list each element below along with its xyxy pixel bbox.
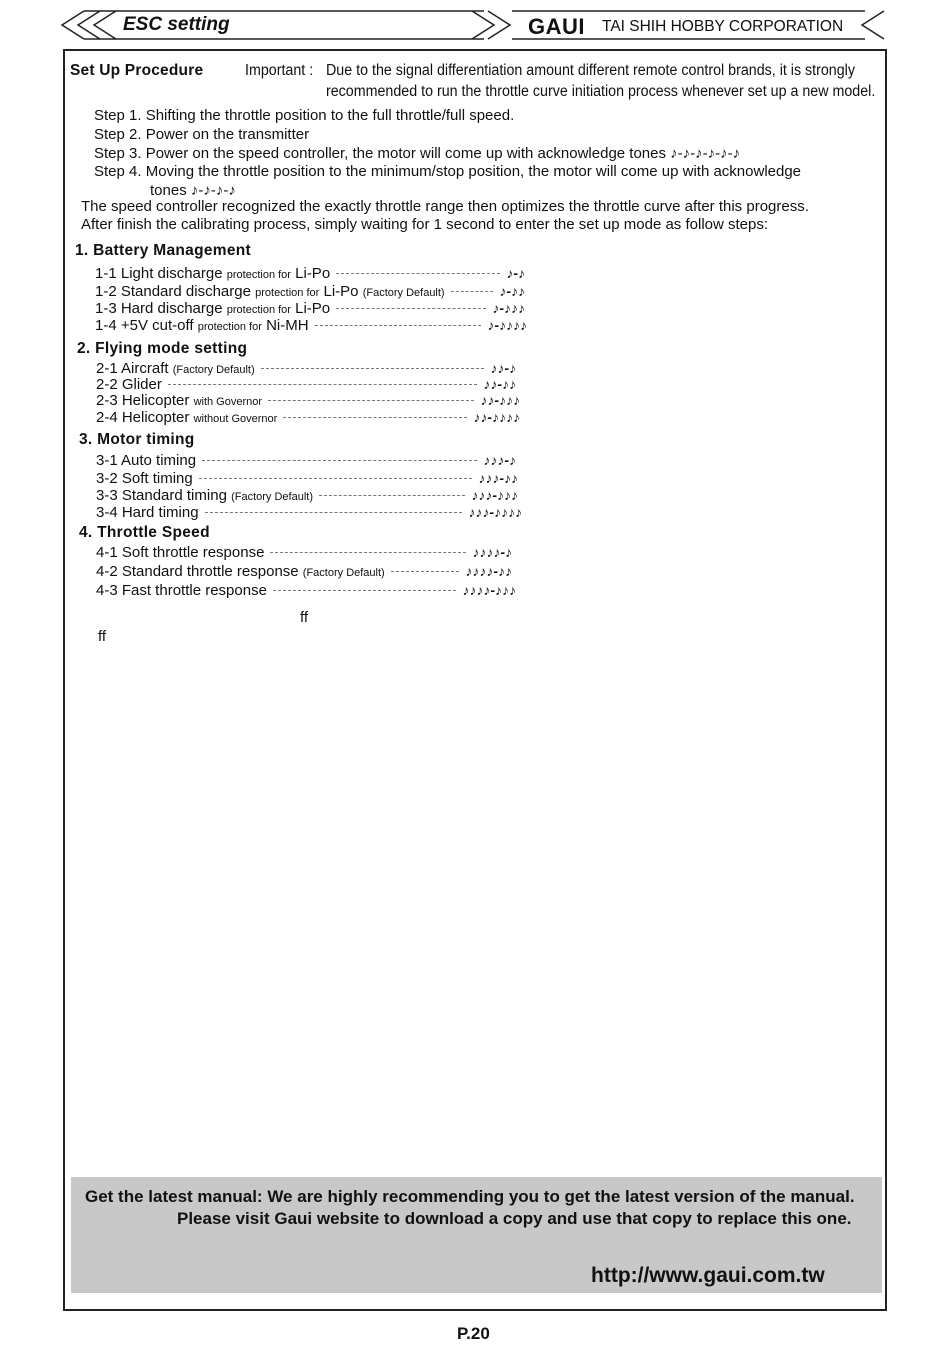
item-extra: Ni-MH (266, 317, 309, 334)
footer-line-2: Please visit Gaui website to download a copy and use that copy to replace this one. (177, 1209, 852, 1228)
tone-sequence: ♪♪♪♪-♪ (472, 544, 512, 560)
list-item (96, 582, 516, 599)
item-note: protection for (255, 287, 320, 299)
section-heading-flying-mode: 2. Flying mode setting (77, 340, 248, 357)
leader-dashes (273, 589, 456, 591)
item-label: 1-2 Standard discharge (95, 283, 251, 300)
item-extra: Li-Po (295, 265, 331, 282)
item-note: (Factory Default) (172, 364, 255, 376)
tone-sequence: ♪♪-♪ (490, 360, 516, 376)
list-item (96, 452, 516, 469)
list-item (96, 409, 520, 426)
tone-sequence: ♪♪-♪♪ (483, 376, 516, 392)
tone-sequence: ♪♪-♪♪♪♪ (473, 409, 520, 425)
header-title: ESC setting (123, 14, 230, 35)
tone-sequence: ♪♪♪-♪ (483, 452, 516, 468)
section-heading-throttle-speed: 4. Throttle Speed (79, 524, 210, 541)
list-item (96, 360, 516, 377)
header-brand: GAUI (528, 14, 585, 39)
item-label: 1-1 Light discharge (95, 265, 223, 282)
tone-sequence: ♪♪♪♪-♪♪♪ (462, 582, 516, 598)
tone-sequence: ♪-♪♪♪♪ (487, 317, 527, 333)
item-note: with Governor (193, 396, 263, 408)
item-label: 3-2 Soft timing (96, 470, 193, 487)
step-3: Step 3. Power on the speed controller, the motor will come up with acknowledge tones ♪-♪-♪-♪-♪-♪ (94, 145, 741, 162)
item-label: 2-3 Helicopter (96, 392, 190, 409)
important-line-1: Due to the signal differentiation amount different remote control brands, it is strongly (326, 62, 855, 79)
leader-dashes (270, 551, 466, 553)
list-item (96, 487, 518, 504)
list-item (96, 504, 522, 521)
leader-dashes (268, 399, 474, 401)
note-line-1: The speed controller recognized the exactly throttle range then optimizes the throttle curve after this progress. (81, 198, 809, 215)
item-label: 2-1 Aircraft (96, 360, 169, 377)
page-number: P.20 (457, 1324, 490, 1343)
list-item (95, 283, 525, 300)
list-item (95, 265, 525, 282)
item-extra: Li-Po (295, 300, 331, 317)
website-link[interactable]: http://www.gaui.com.tw (591, 1264, 825, 1287)
item-label: 4-1 Soft throttle response (96, 544, 265, 561)
item-label: 1-3 Hard discharge (95, 300, 223, 317)
leader-dashes (336, 272, 500, 274)
leader-dashes (261, 367, 485, 369)
list-item (96, 376, 516, 393)
important-line-2: recommended to run the throttle curve initiation process whenever set up a new model. (326, 83, 876, 100)
item-note: protection for (226, 269, 291, 281)
list-item (96, 544, 512, 561)
footer-line-1: Get the latest manual: We are highly recommending you to get the latest version of the manual. (85, 1187, 855, 1206)
item-label: 1-4 +5V cut-off (95, 317, 194, 334)
step-4-tones: tones ♪-♪-♪-♪ (150, 182, 236, 199)
item-label: 4-3 Fast throttle response (96, 582, 267, 599)
stray-text: ff (98, 628, 107, 645)
section-heading-motor-timing: 3. Motor timing (79, 431, 195, 448)
item-note: (Factory Default) (302, 567, 385, 579)
item-default: (Factory Default) (362, 287, 445, 299)
tone-sequence: ♪♪-♪♪♪ (480, 392, 520, 408)
list-item (96, 563, 512, 580)
item-note: (Factory Default) (231, 491, 313, 503)
tone-sequence: ♪♪♪-♪♪♪ (471, 487, 518, 503)
item-label: 2-4 Helicopter (96, 409, 190, 426)
leader-dashes (283, 416, 467, 418)
leader-dashes (451, 290, 494, 292)
item-label: 3-4 Hard timing (96, 504, 199, 521)
item-note: protection for (226, 304, 291, 316)
step-4: Step 4. Moving the throttle position to the minimum/stop position, the motor will come up with acknowledge (94, 163, 802, 180)
tone-sequence: ♪-♪ (506, 265, 525, 281)
leader-dashes (336, 307, 486, 309)
list-item (96, 470, 518, 487)
leader-dashes (168, 383, 477, 385)
note-line-2: After finish the calibrating process, simply waiting for 1 second to enter the set up mode as follow steps: (81, 216, 769, 233)
item-label: 3-3 Standard timing (96, 487, 227, 504)
leader-dashes (391, 570, 460, 572)
step-1: Step 1. Shifting the throttle position to the full throttle/full speed. (94, 107, 515, 124)
leader-dashes (319, 494, 465, 496)
item-note: protection for (197, 321, 262, 333)
list-item (95, 317, 527, 334)
stray-text: ff (300, 609, 309, 626)
item-label: 3-1 Auto timing (96, 452, 197, 469)
header-corporation: TAI SHIH HOBBY CORPORATION (602, 18, 844, 35)
important-label: Important : (245, 62, 314, 79)
setup-heading: Set Up Procedure (70, 62, 204, 79)
leader-dashes (205, 511, 463, 513)
leader-dashes (199, 477, 473, 479)
tone-sequence: ♪♪♪-♪♪ (478, 470, 518, 486)
content-frame (63, 49, 887, 1311)
list-item (96, 392, 520, 409)
tone-sequence: ♪-♪♪♪ (492, 300, 525, 316)
item-extra: Li-Po (323, 283, 359, 300)
item-note: without Governor (193, 413, 278, 425)
item-label: 4-2 Standard throttle response (96, 563, 299, 580)
step-2: Step 2. Power on the transmitter (94, 126, 310, 143)
leader-dashes (202, 459, 477, 461)
tone-sequence: ♪-♪♪ (499, 283, 525, 299)
leader-dashes (315, 324, 482, 326)
item-label: 2-2 Glider (96, 376, 162, 393)
tone-sequence: ♪♪♪♪-♪♪ (465, 563, 512, 579)
list-item (95, 300, 525, 317)
tone-sequence: ♪♪♪-♪♪♪♪ (468, 504, 522, 520)
section-heading-battery: 1. Battery Management (75, 242, 251, 259)
